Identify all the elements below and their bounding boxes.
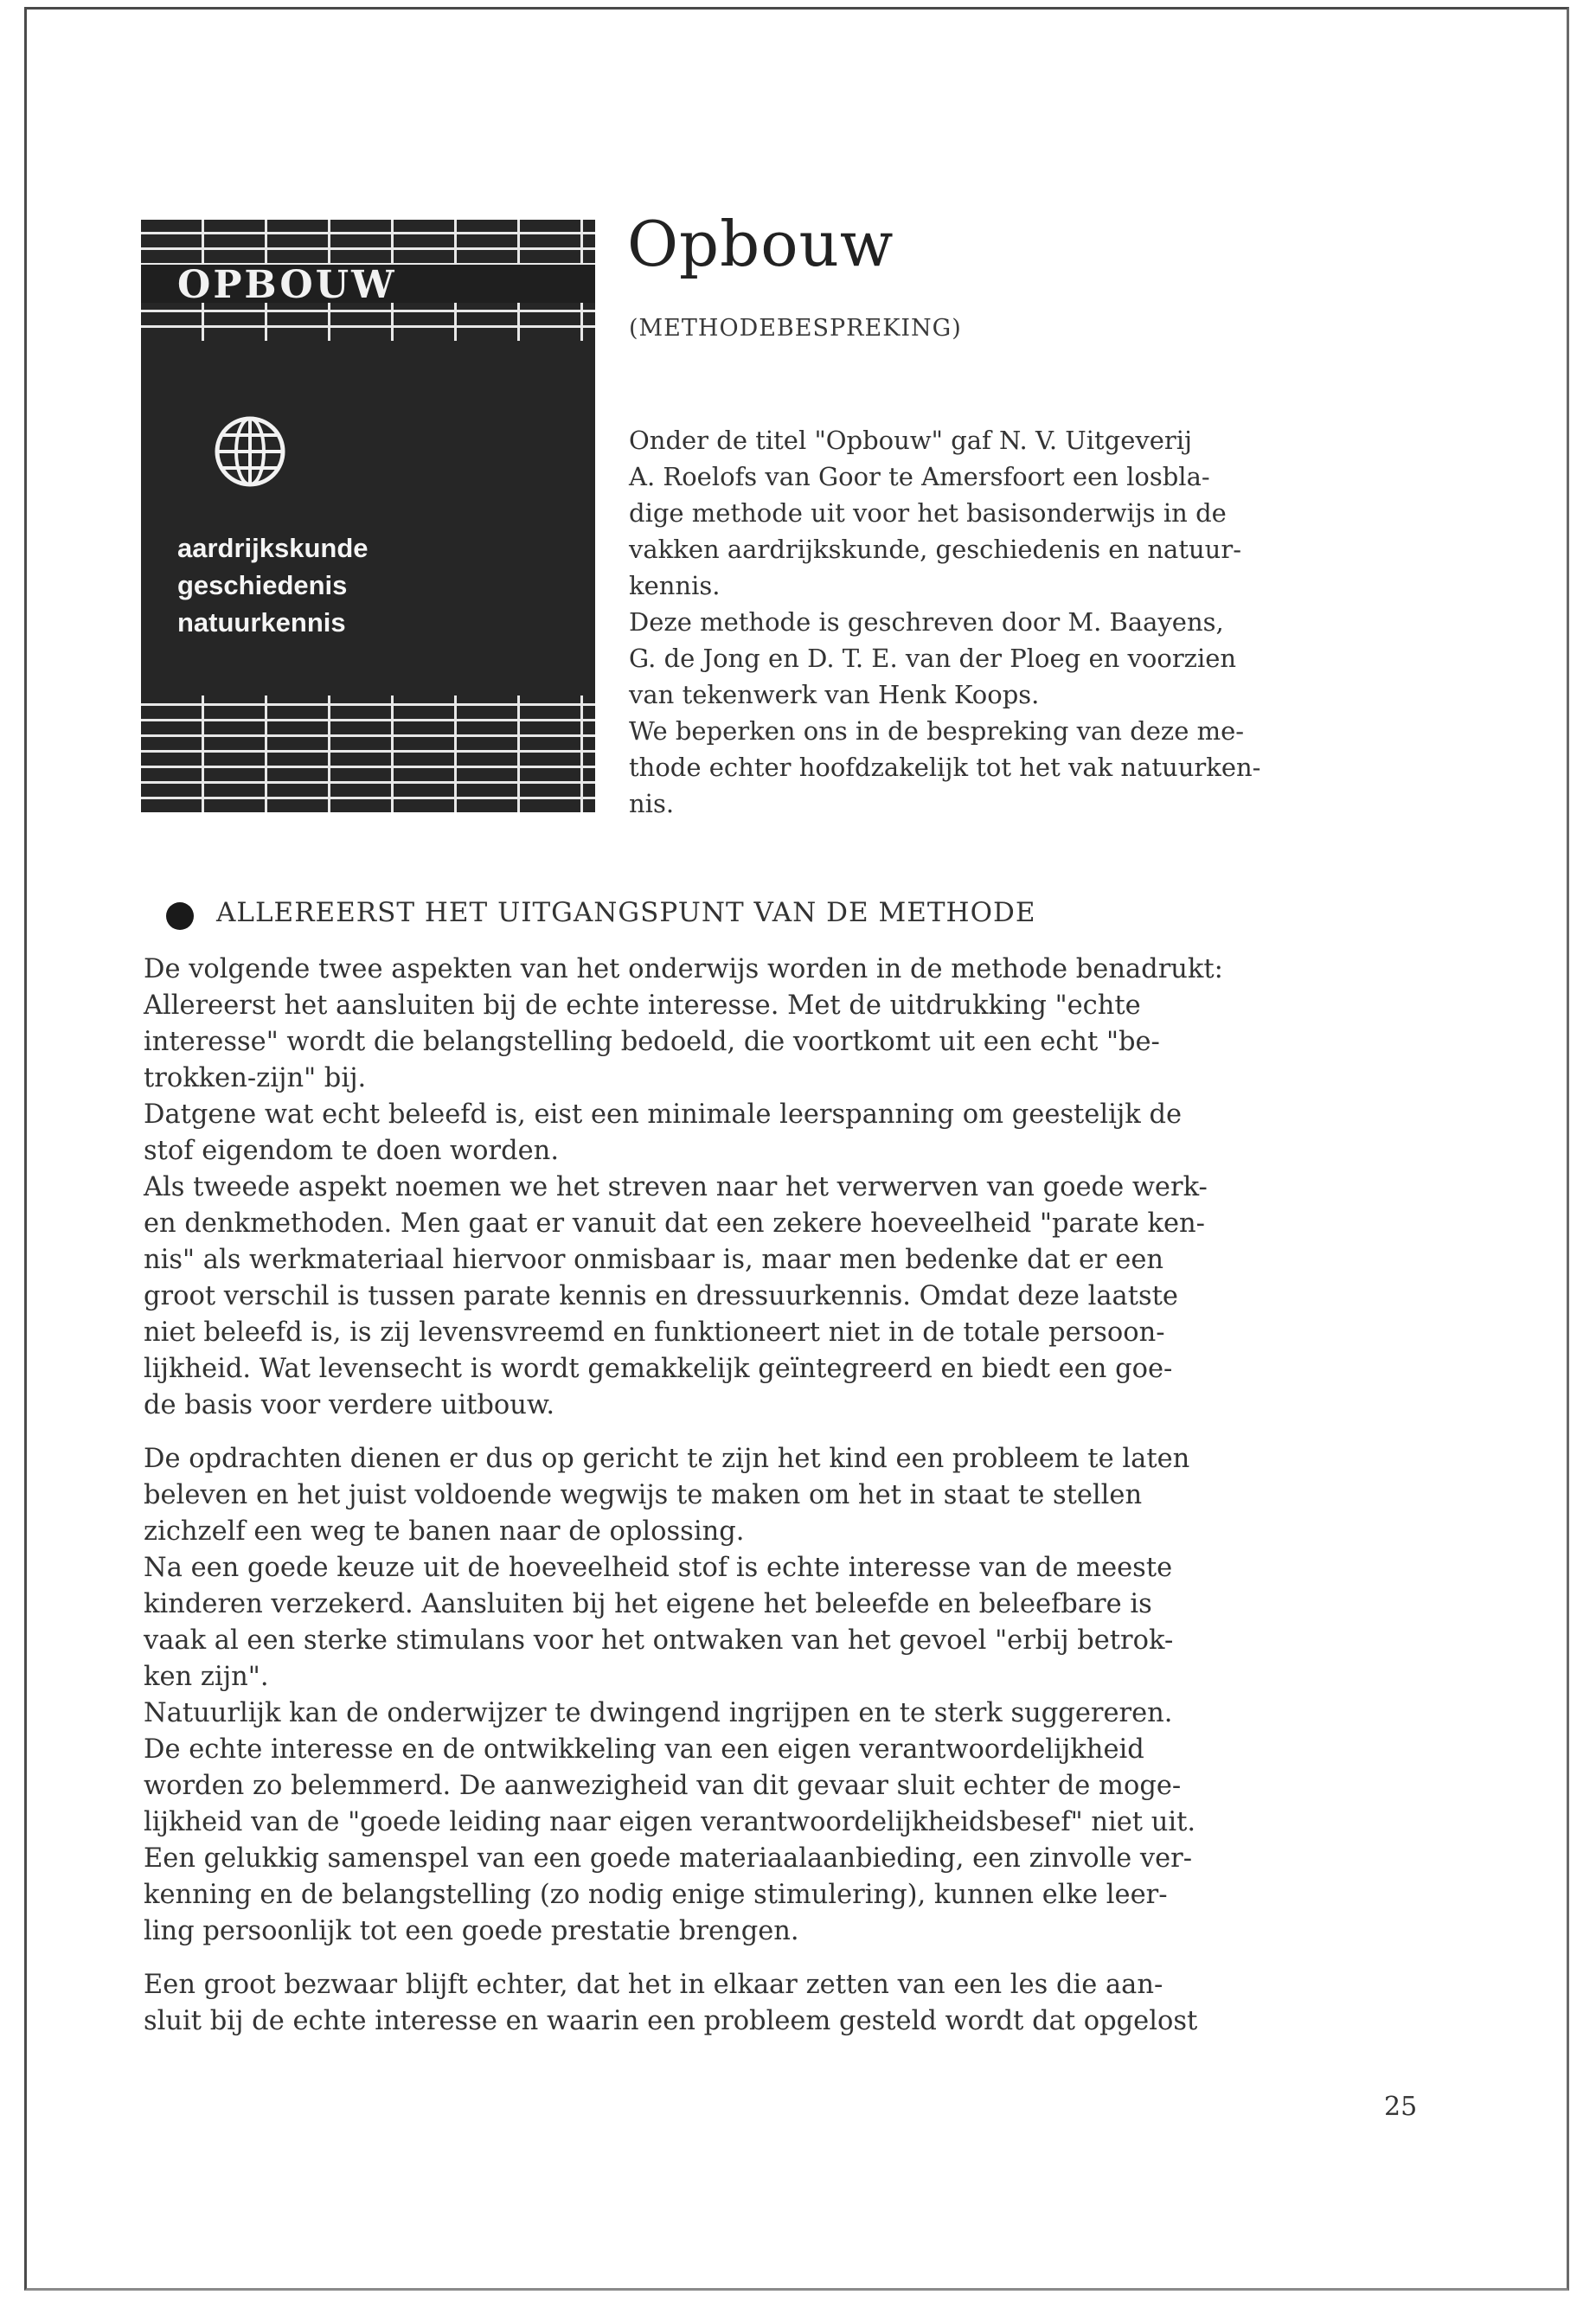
- cover-subjects: [177, 529, 369, 641]
- page-number: 25: [1384, 2092, 1418, 2122]
- globe-icon: [213, 414, 287, 489]
- cover-subject: geschiedenis: [177, 570, 348, 600]
- body-paragraph: Als tweede aspekt noemen we het streven naar het verwerven van goede werk- en denkmethoden. Men gaat er vanuit dat een zekere hoeveelheid "parate ken- nis" als werkmateriaal hiervoor onmisbaar is, maar men bedenke dat er een groot verschil is tussen parate kennis en dressuurkennis. Omdat deze laatste niet beleefd is, is zij levensvreemd en funktioneert niet in de totale persoon- lijkheid. Wat levensecht is wordt gemakkelijk geïntegreerd en biedt een goe- de basis voor verdere uitbouw.: [144, 1172, 1208, 1420]
- intro-paragraph: Deze methode is geschreven door M. Baayens, G. de Jong en D. T. E. van der Ploeg en voorzien van tekenwerk van Henk Koops.: [629, 607, 1237, 709]
- section-heading: [166, 897, 1035, 928]
- body-paragraph: Een groot bezwaar blijft echter, dat het in elkaar zetten van een les die aan- sluit bij de echte interesse en waarin een probleem gesteld wordt dat opgelost: [144, 1970, 1198, 2036]
- article-subtitle: (METHODEBESPREKING): [629, 315, 962, 342]
- body-paragraph: Na een goede keuze uit de hoeveelheid stof is echte interesse van de meeste kinderen verzekerd. Aansluiten bij het eigene het beleefde en beleefbare is vaak al een sterke stimulans voor het ontwaken van het gevoel "erbij betrok- ken zijn".: [144, 1553, 1174, 1692]
- cover-subject: aardrijkskunde: [177, 533, 369, 563]
- section-heading-text: ALLEREERST HET UITGANGSPUNT VAN DE METHODE: [216, 897, 1036, 928]
- body-text: [144, 952, 1441, 2040]
- body-paragraph: De volgende twee aspekten van het onderwijs worden in de methode benadrukt: Allereerst het aansluiten bij de echte interesse. Met de uitdrukking "echte interesse" wordt die belangstelling bedoeld, die voortkomt uit een echt "be- trokken-zijn" bij.: [144, 954, 1223, 1093]
- intro-paragraph: Onder de titel "Opbouw" gaf N. V. Uitgeverij A. Roelofs van Goor te Amersfoort een losbla- dige methode uit voor het basisonderwijs in de vakken aardrijkskunde, geschiedenis en natuur- kennis.: [629, 426, 1241, 600]
- cover-title: OPBOUW: [177, 263, 397, 307]
- cover-subject: natuurkennis: [177, 607, 346, 638]
- body-paragraph: De opdrachten dienen er dus op gericht te zijn het kind een probleem te laten beleven en het juist voldoende wegwijs te maken om het in staat te stellen zichzelf een weg te banen naar de oplossing.: [144, 1444, 1190, 1547]
- body-paragraph: Datgene wat echt beleefd is, eist een minimale leerspanning om geestelijk de stof eigendom te doen worden.: [144, 1099, 1183, 1166]
- article-title: Opbouw: [627, 208, 894, 280]
- body-paragraph: Natuurlijk kan de onderwijzer te dwingend ingrijpen en te sterk suggereren. De echte interesse en de ontwikkeling van een eigen verantwoordelijkheid worden zo belemmerd. De aanwezigheid van dit gevaar sluit echter de moge- lijkheid van de "goede leiding naar eigen verantwoordelijkheidsbesef" niet uit. Een gelukkig samenspel van een goede materiaalaanbieding, een zinvolle ver- kenning en de belangstelling (zo nodig enige stimulering), kunnen elke leer- ling persoonlijk tot een goede prestatie brengen.: [144, 1698, 1196, 1946]
- brick-pattern-bottom: [141, 695, 595, 812]
- intro-paragraph: We beperken ons in de bespreking van deze me- thode echter hoofdzakelijk tot het vak natuurken- nis.: [629, 716, 1261, 818]
- book-cover-image: [141, 220, 595, 812]
- intro-text: [629, 422, 1438, 822]
